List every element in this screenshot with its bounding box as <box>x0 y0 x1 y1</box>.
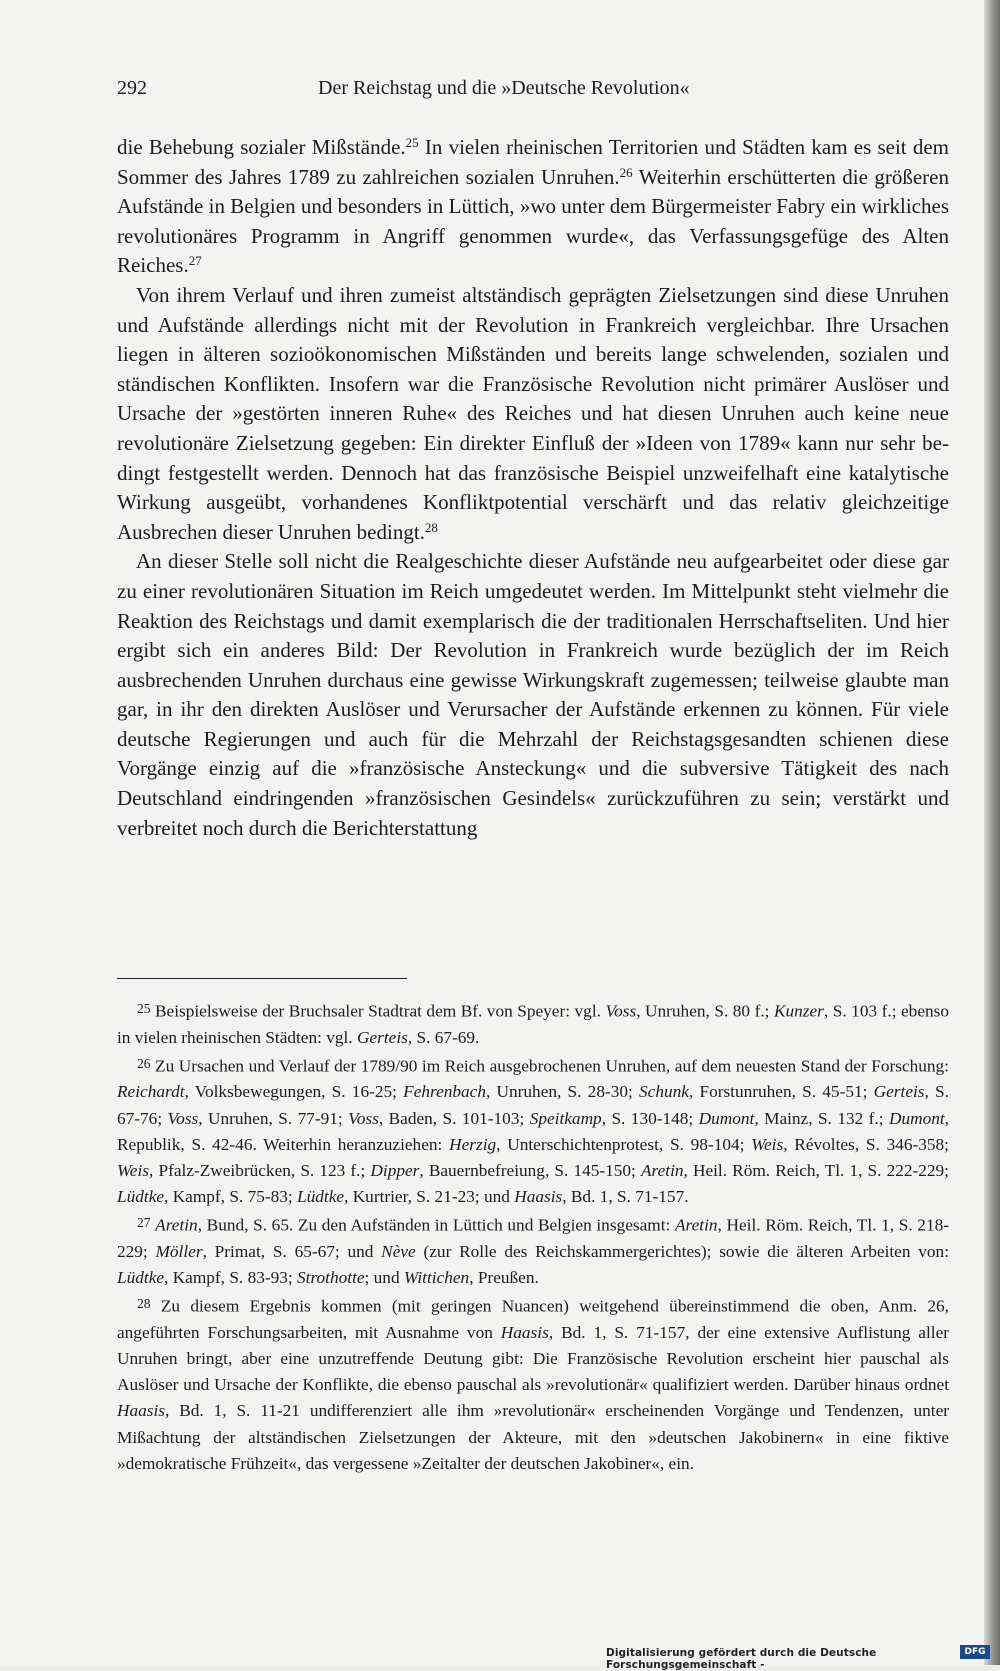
author-name: Weis <box>751 1134 784 1154</box>
author-name: Schunk <box>639 1082 689 1102</box>
text-run: (zur Rolle des Reichskammergerichtes); sowie die älteren Arbeiten von: <box>415 1241 949 1261</box>
text-run: , Révoltes, S. 346-358; <box>783 1134 949 1154</box>
text-run: , Kampf, S. 75-83; <box>164 1187 298 1207</box>
text-run: Zu diesem Ergebnis kommen (mit geringen Nuancen) weitgehend übereinstimmend die oben, Anm. 26, angeführten Forschungsarbeiten, mit Ausnahme von <box>117 1296 949 1342</box>
author-name: Dumont <box>698 1108 755 1128</box>
author-name: Reichardt <box>117 1082 185 1102</box>
author-name: Möller <box>155 1241 203 1261</box>
text-run: Weiterhin erschütterten die größeren Aufstände in Belgien und besonders in Lüttich, »wo unter dem Bürgermeister Fabry ein wirkliches revolutionäres Programm in Angriff genommen wurde«, das Verfassungsgefüge des Alten Reiches. <box>117 164 949 278</box>
author-name: Dumont <box>888 1108 945 1128</box>
paragraph-1 <box>117 133 949 281</box>
author-name: Haasis <box>500 1322 549 1342</box>
footnote-ref-26: 26 <box>619 164 633 180</box>
footnote-27 <box>117 1210 949 1291</box>
author-name: Aretin <box>674 1215 718 1235</box>
author-name: Kunzer <box>773 1001 824 1021</box>
author-name: Lüdtke <box>297 1187 345 1207</box>
text-run: In vielen rheinischen Territorien und Städten kam es seit dem Sommer des Jahres 1789 zu zahlreichen sozialen Unruhen. <box>117 135 949 189</box>
text-run: die Behebung sozialer Mißstände. <box>117 135 406 159</box>
text-run: , Preußen. <box>469 1268 539 1288</box>
footnote-number: 26 <box>137 1055 151 1071</box>
author-name: Speitkamp <box>529 1108 602 1128</box>
paragraph-3: An dieser Stelle soll nicht die Realgeschichte dieser Aufstände neu aufgearbeitet oder diese gar zu einer revolutionären Situation im Reich umgedeutet werden. Im Mittelpunkt steht vielmehr die Reaktion des Reichstags und damit exemplarisch die der traditionalen Herrschaftseliten. Und hier ergibt sich ein anderes Bild: Der Revolution in Frankreich wurde bezüglich der im Reich ausbrechenden Unruhen durchaus eine gewisse Wirkungskraft zugemessen; teilweise glaubte man gar, in ihr den direkten Auslöser und Verursacher der Aufstände erkennen zu können. Für viele deutsche Regierungen und auch für die Mehrzahl der Reichstagsgesandten schienen diese Vorgänge einzig auf die »französische Ansteckung« und die subversive Tätigkeit des nach Deutschland eindringenden »französischen Gesindels« zurückzuführen zu sein; verstärkt und verbreitet noch durch die Berichterstattung <box>117 549 949 840</box>
text-run: , Republik, S. 42-46. Weiterhin heranzuziehen: <box>117 1108 949 1154</box>
page-number: 292 <box>117 77 147 99</box>
main-text <box>117 133 949 843</box>
text-run: , Forstunruhen, S. 45-51; <box>688 1082 874 1102</box>
text-run: , Unruhen, S. 77-91; <box>198 1108 349 1128</box>
author-name: Dipper <box>370 1160 420 1180</box>
text-run: , Heil. Röm. Reich, Tl. 1, S. 222-229; <box>683 1160 949 1180</box>
author-name: Herzig <box>449 1134 497 1154</box>
author-name: Weis <box>117 1160 150 1180</box>
footnote-ref-25: 25 <box>405 134 419 150</box>
author-name: Lüdtke <box>117 1268 165 1288</box>
text-run: , Bd. 1, S. 71-157, der eine extensive Auflistung aller Unruhen bringt, aber eine unzutreffende Deutung gibt: Die Französische Revolution erscheint hier pauschal als Auslöser und Ursache der Konflikte, die ebenso pauschal als »revolutionär« qualifiziert werden. Darüber hinaus ordnet <box>117 1322 949 1395</box>
text-run: , Mainz, S. 132 f.; <box>754 1108 889 1128</box>
text-run: , Kurtrier, S. 21-23; und <box>344 1187 515 1207</box>
footnote-ref-28: 28 <box>424 519 438 535</box>
running-title: Der Reichstag und die »Deutsche Revolution« <box>318 77 690 99</box>
text-run: , Pfalz-Zweibrücken, S. 123 f.; <box>149 1160 371 1180</box>
text-run: Beispielsweise der Bruchsaler Stadtrat dem Bf. von Speyer: vgl. <box>155 1001 606 1021</box>
text-run: , Bund, S. 65. Zu den Aufständen in Lüttich und Belgien insgesamt: <box>197 1215 675 1235</box>
text-run: , Primat, S. 65-67; und <box>202 1241 382 1261</box>
text-run: , Unruhen, S. 28-30; <box>486 1082 640 1102</box>
footnote-26 <box>117 1051 949 1211</box>
author-name: Haasis <box>117 1401 166 1421</box>
footnote-number: 27 <box>137 1215 151 1231</box>
paragraph-2 <box>117 281 949 547</box>
text-run: , Kampf, S. 83-93; <box>164 1268 298 1288</box>
text-run: Zu Ursachen und Verlauf der 1789/90 im Reich ausgebrochenen Unruhen, auf dem neuesten Stand der Forschung: <box>155 1056 949 1076</box>
author-name: Haasis <box>514 1187 563 1207</box>
text-run: , Bd. 1, S. 11-21 undifferenziert alle ihm »revolutionär« erscheinenden Vorgänge und Tendenzen, unter Mißachtung der altständischen Zielsetzungen der Akteure, mit den »deutschen Jakobinern« in eine fiktive »demokratische Frühzeit«, das vergessene »Zeitalter der deutschen Jakobiner«, ein. <box>117 1401 949 1473</box>
footnote-separator <box>117 978 407 979</box>
page-header <box>117 77 955 107</box>
author-name: Gerteis <box>356 1027 408 1047</box>
author-name: Voss <box>348 1108 379 1128</box>
author-name: Wittichen <box>403 1268 470 1288</box>
footnote-number: 28 <box>137 1296 151 1312</box>
author-name: Strothotte <box>297 1268 365 1288</box>
text-run: , Unterschichtenprotest, S. 98-104; <box>496 1134 752 1154</box>
text-run: , S. 67-76; <box>117 1082 949 1128</box>
author-name: Voss <box>605 1001 637 1021</box>
author-name: Aretin <box>155 1215 198 1235</box>
text-run: , S. 67-69. <box>407 1027 480 1047</box>
text-run: , S. 103 f.; ebenso in vielen rheinischen Städten: vgl. <box>117 1001 949 1047</box>
text-run: , Bauernbefreiung, S. 145-150; <box>419 1160 641 1180</box>
author-name: Lüdtke <box>117 1187 165 1207</box>
author-name: Nève <box>381 1241 416 1261</box>
text-run: , S. 130-148; <box>601 1108 699 1128</box>
dfg-logo: DFG <box>960 1645 990 1659</box>
text-run: , Baden, S. 101-103; <box>378 1108 530 1128</box>
author-name: Voss <box>167 1108 199 1128</box>
text-run: , Unruhen, S. 80 f.; <box>636 1001 774 1021</box>
footnote-28 <box>117 1291 949 1477</box>
author-name: Gerteis <box>873 1082 925 1102</box>
footnote-number: 25 <box>137 1001 151 1016</box>
footnote-ref-27: 27 <box>188 253 202 269</box>
text-run: , Heil. Röm. Reich, Tl. 1, S. 218-229; <box>117 1215 949 1261</box>
text-run: , Volksbewegungen, S. 16-25; <box>184 1082 404 1102</box>
page-edge-shadow <box>984 0 1000 1665</box>
text-run: Von ihrem Verlauf und ihren zumeist altständisch geprägten Zielsetzungen sind diese Unruhen und Aufstände allerdings nicht mit der Revolution in Frankreich vergleichbar. Ihre Ursachen liegen in älteren sozioökonomischen Mißständen und bereits lange schwelenden, sozialen und ständischen Konflikten. Insofern war die Französische Revolution nicht primärer Auslöser und Ursache der »gestörten inneren Ruhe« des Reiches und hat diesen Unruhen auch keine neue revolutionäre Zielsetzung gegeben: Ein direkter Einfluß der »Ideen von 1789« kann nur sehr bedingt festgestellt werden. Dennoch hat das französische Beispiel unzweifelhaft eine katalytische Wirkung ausgeübt, vorhandenes Konfliktpotential verschärft und das relativ gleichzeitige Ausbrechen dieser Unruhen bedingt. <box>117 282 949 544</box>
author-name: Aretin <box>640 1160 684 1180</box>
footnotes <box>117 996 949 1477</box>
text-run: ; und <box>364 1268 404 1288</box>
digitization-credit: Digitalisierung gefördert durch die Deutsche Forschungsgemeinschaft - <box>606 1647 877 1671</box>
footnote-25 <box>117 996 949 1051</box>
author-name: Fehrenbach <box>403 1082 486 1102</box>
text-run: , Bd. 1, S. 71-157. <box>562 1187 689 1207</box>
